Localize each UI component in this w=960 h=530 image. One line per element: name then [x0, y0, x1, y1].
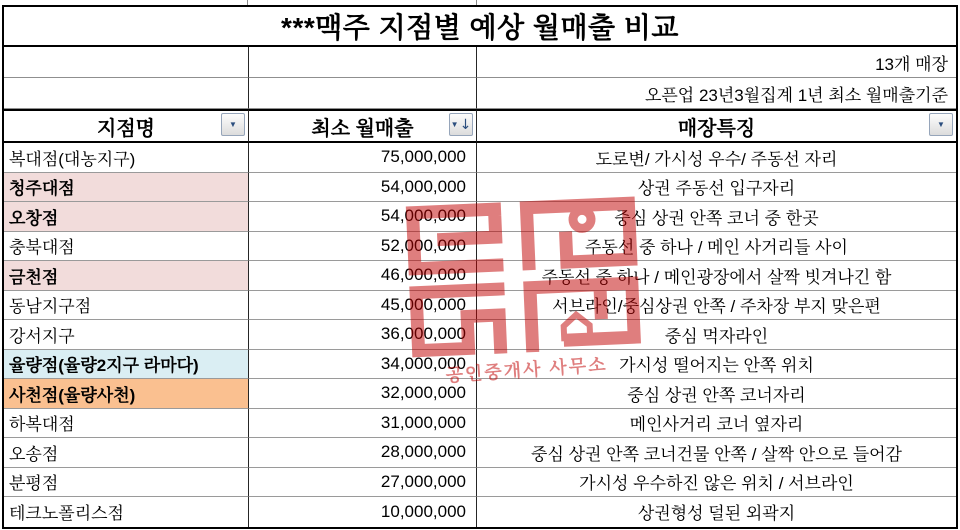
- column-header-branch[interactable]: [4, 109, 249, 143]
- features-cell[interactable]: 주동선 중 하나 / 메인광장에서 살짝 빗겨나긴 함: [477, 261, 956, 291]
- column-header-features[interactable]: [477, 109, 956, 143]
- sales-cell[interactable]: 32,000,000: [249, 379, 477, 409]
- branch-name-cell[interactable]: 금천점: [4, 261, 249, 291]
- features-cell[interactable]: 중심 먹자라인: [477, 320, 956, 350]
- sales-cell[interactable]: 27,000,000: [249, 468, 477, 498]
- column-header-sales[interactable]: [249, 109, 477, 143]
- stamp-caption: 공인중개사 사무소: [444, 354, 609, 386]
- features-cell[interactable]: 가시성 우수하진 않은 위치 / 서브라인: [477, 468, 956, 498]
- sales-cell[interactable]: 54,000,000: [249, 202, 477, 232]
- branch-name-cell[interactable]: 사천점(율량사천): [4, 379, 249, 409]
- sales-cell[interactable]: 28,000,000: [249, 438, 477, 468]
- filter-dropdown-button[interactable]: [221, 113, 245, 136]
- sales-cell[interactable]: 34,000,000: [249, 350, 477, 380]
- features-cell[interactable]: 도로변/ 가시성 우수/ 주동선 자리: [477, 143, 956, 173]
- info-cell-empty[interactable]: [4, 78, 249, 109]
- features-cell[interactable]: 중심 상권 안쪽 코너건물 안쪽 / 살짝 안으로 들어감: [477, 438, 956, 468]
- chevron-down-icon: ▼: [450, 119, 459, 129]
- filter-dropdown-button[interactable]: [929, 113, 953, 136]
- sales-cell[interactable]: 54,000,000: [249, 173, 477, 203]
- branch-header-label: 지점명: [97, 117, 155, 140]
- sales-cell[interactable]: 46,000,000: [249, 261, 477, 291]
- sales-cell[interactable]: 36,000,000: [249, 320, 477, 350]
- features-cell[interactable]: 중심 상권 안쪽 코너자리: [477, 379, 956, 409]
- chevron-down-icon: ▼: [229, 119, 237, 129]
- branch-name-cell[interactable]: 오송점: [4, 438, 249, 468]
- features-cell[interactable]: 상권형성 덜된 외곽지: [637, 504, 796, 524]
- sort-descending-icon: ↓: [459, 116, 472, 133]
- spreadsheet-table: [2, 5, 958, 529]
- sales-cell[interactable]: 52,000,000: [249, 232, 477, 262]
- branch-name-cell[interactable]: 충북대점: [4, 232, 249, 262]
- page-title: ***맥주 지점별 예상 월매출 비교: [4, 7, 956, 47]
- info-cell-empty[interactable]: [249, 78, 477, 109]
- sales-cell[interactable]: 10,000,000: [249, 497, 477, 527]
- store-count[interactable]: 13개 매장: [477, 47, 956, 78]
- branch-name-cell[interactable]: 강서지구: [4, 320, 249, 350]
- branch-name-cell[interactable]: 분평점: [4, 468, 249, 498]
- branch-name-cell[interactable]: 하복대점: [4, 409, 249, 439]
- sales-cell[interactable]: 45,000,000: [249, 291, 477, 321]
- features-cell[interactable]: 서브라인/중심상권 안쪽 / 주차장 부지 맞은편: [477, 291, 956, 321]
- branch-name-cell[interactable]: 테크노폴리스점: [4, 497, 249, 527]
- branch-name-cell[interactable]: 오창점: [4, 202, 249, 232]
- features-cell[interactable]: 중심 상권 안쪽 코너 중 한곳: [477, 202, 956, 232]
- sales-basis-note[interactable]: 오픈업 23년3월집계 1년 최소 월매출기준: [477, 78, 956, 109]
- features-cell[interactable]: 주동선 중 하나 / 메인 사거리들 사이: [477, 232, 956, 262]
- chevron-down-icon: ▼: [937, 119, 945, 129]
- sort-filter-button[interactable]: [449, 113, 473, 136]
- sales-cell[interactable]: 31,000,000: [249, 409, 477, 439]
- branch-name-cell[interactable]: 청주대점: [4, 173, 249, 203]
- branch-name-cell[interactable]: 율량점(율량2지구 라마다): [4, 350, 249, 380]
- info-cell-empty[interactable]: [249, 47, 477, 78]
- branch-name-cell[interactable]: 동남지구점: [4, 291, 249, 321]
- info-cell-empty[interactable]: [4, 47, 249, 78]
- sales-header-label: 최소 월매출: [311, 117, 414, 140]
- features-cell[interactable]: 가시성 떨어지는 안쪽 위치: [477, 350, 956, 380]
- features-cell[interactable]: 메인사거리 코너 옆자리: [477, 409, 956, 439]
- features-cell[interactable]: 상권 주동선 입구자리: [477, 173, 956, 203]
- sales-cell[interactable]: 75,000,000: [249, 143, 477, 173]
- features-header-label: 매장특징: [677, 117, 756, 140]
- branch-name-cell[interactable]: 복대점(대농지구): [4, 143, 249, 173]
